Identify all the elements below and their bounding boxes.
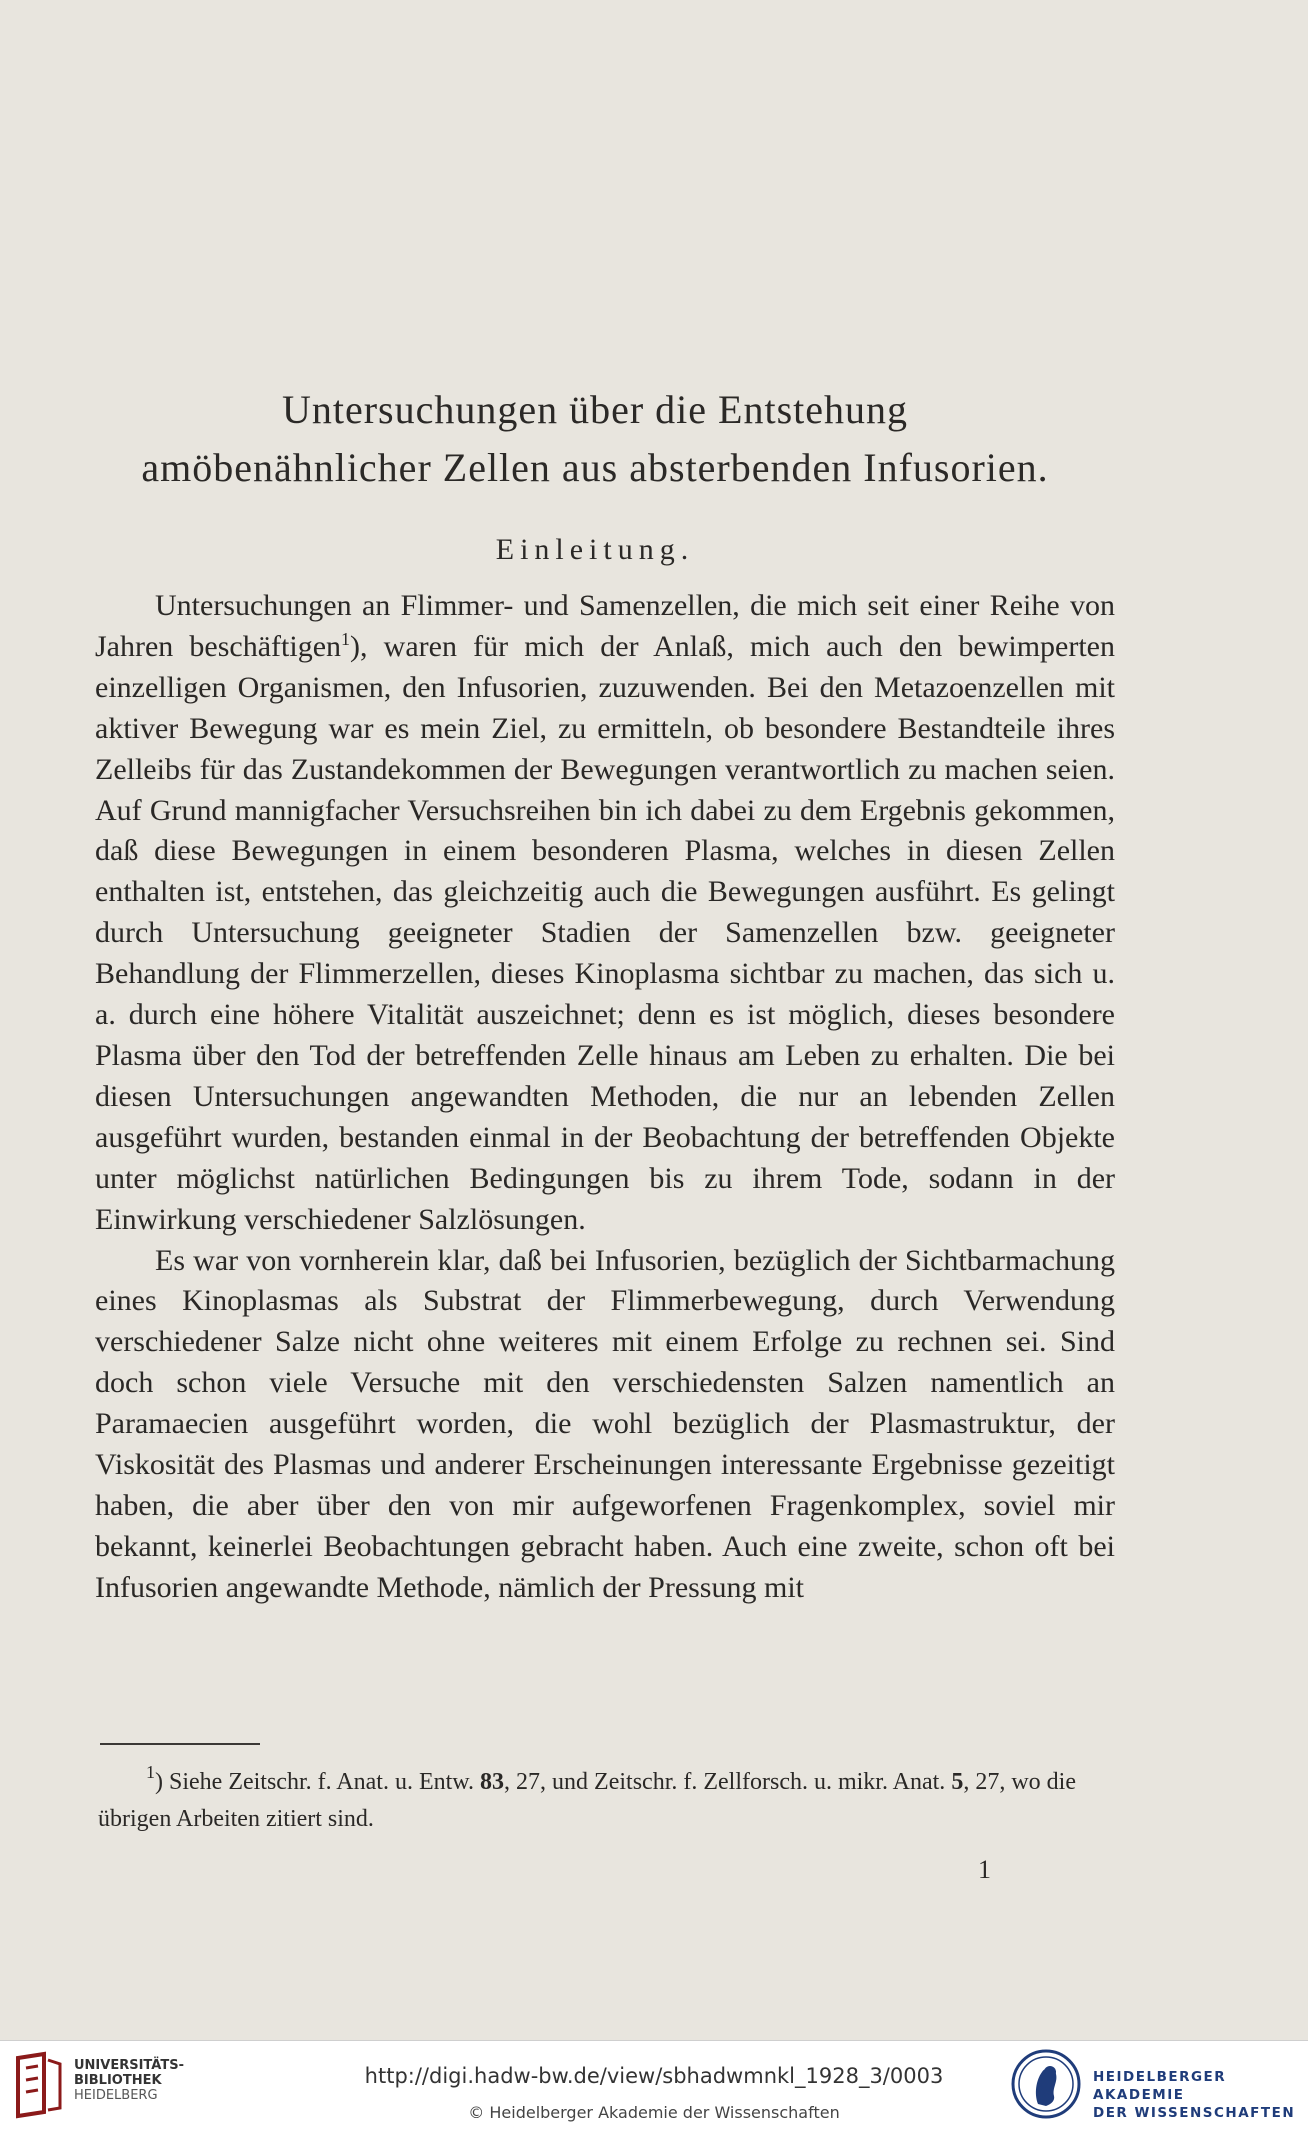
library-line-3: HEIDELBERG bbox=[74, 2088, 158, 2103]
copyright-notice: © Heidelberger Akademie der Wissenschaften bbox=[468, 2103, 840, 2122]
article-title-line-1: Untersuchungen über die Entstehung bbox=[281, 387, 909, 432]
section-heading: Einleitung. bbox=[495, 533, 695, 566]
library-line-2: BIBLIOTHEK bbox=[74, 2073, 162, 2088]
academy-seal-icon[interactable] bbox=[1010, 2046, 1082, 2122]
footnote-mark: 1 bbox=[146, 1762, 155, 1782]
library-line-1: UNIVERSITÄTS- bbox=[74, 2058, 184, 2073]
footnote-volume-a: 83 bbox=[480, 1769, 505, 1795]
body-text bbox=[95, 586, 1115, 1609]
footnote bbox=[98, 1764, 1118, 1838]
footnote-reference[interactable]: 1 bbox=[341, 628, 351, 649]
footnote-divider bbox=[100, 1743, 260, 1745]
paragraph-1-text-b: ), waren für mich der Anlaß, mich auch den bewimperten einzelligen Organismen, den Infusorien, zuzuwenden. Bei den Metazoenzellen mit aktiver Bewegung war es mein Ziel, zu ermitteln, ob besondere Bestandteile ihres Zelleibs für das Zustandekommen der Bewegungen verantwortlich zu machen seien. Auf Grund mannigfacher Versuchsreihen bin ich dabei zu dem Ergebnis gekommen, daß diese Bewegungen in einem besonderen Plasma, welches in diesen Zellen enthalten ist, entstehen, das gleichzeitig auch die Bewegungen ausführt. Es gelingt durch Untersuchung geeigneter Stadien der Samenzellen bzw. geeigneter Behandlung der Flimmerzellen, dieses Kinoplasma sichtbar zu machen, das sich u. a. durch eine höhere Vitalität auszeichnet; denn es ist möglich, dieses besondere Plasma über den Tod der betreffenden Zelle hinaus am Leben zu erhalten. Die bei diesen Untersuchungen angewandten Methoden, die nur an lebenden Zellen ausgeführt wurden, bestanden einmal in der Beobachtung der betreffenden Objekte unter möglichst natürlichen Bedingungen bis zu ihrem Tode, sodann in der Einwirkung verschiedener Salzlösungen. bbox=[95, 629, 1115, 1236]
footnote-text-a: ) Siehe Zeitschr. f. Anat. u. Entw. bbox=[155, 1769, 481, 1795]
footnote-volume-b: 5 bbox=[951, 1769, 964, 1795]
paragraph-1 bbox=[95, 586, 1115, 1241]
academy-line-1: HEIDELBERGER AKADEMIE bbox=[1093, 2069, 1227, 2103]
article-title-line-2: amöbenähnlicher Zellen aus absterbenden Infusorien. bbox=[141, 445, 1049, 490]
academy-line-2: DER WISSENSCHAFTEN bbox=[1093, 2105, 1296, 2121]
paragraph-2: Es war von vornherein klar, daß bei Infusorien, bezüglich der Sichtbarmachung eines Kinoplasmas als Substrat der Flimmerbewegung, durch Verwendung verschiedener Salze nicht ohne weiteres mit einem Erfolge zu rechnen sei. Sind doch schon viele Versuche mit den verschiedensten Salzen namentlich an Paramaecien ausgeführt worden, die wohl bezüglich der Plasmastruktur, der Viskosität des Plasmas und anderer Erscheinungen interessante Ergebnisse gezeitigt haben, die aber über den von mir aufgeworfenen Fragenkomplex, soviel mir bekannt, keinerlei Beobachtungen gebracht haben. Auch eine zweite, schon oft bei Infusorien angewandte Methode, nämlich der Pressung mit bbox=[95, 1243, 1115, 1604]
footnote-text-c: , 27, wo die übrigen Arbeiten zitiert sind. bbox=[98, 1769, 1076, 1832]
permalink-url[interactable]: http://digi.hadw-bw.de/view/sbhadwmnkl_1928_3/0003 bbox=[364, 2064, 944, 2088]
footnote-text-b: , 27, und Zeitschr. f. Zellforsch. u. mikr. Anat. bbox=[504, 1769, 952, 1795]
paragraph-1-text-a: Untersuchungen an Flimmer- und Samenzellen, die mich seit einer Reihe von Jahren beschäftigen bbox=[95, 589, 1115, 663]
page-number: 1 bbox=[978, 1855, 991, 1884]
academy-name bbox=[1093, 2068, 1308, 2122]
